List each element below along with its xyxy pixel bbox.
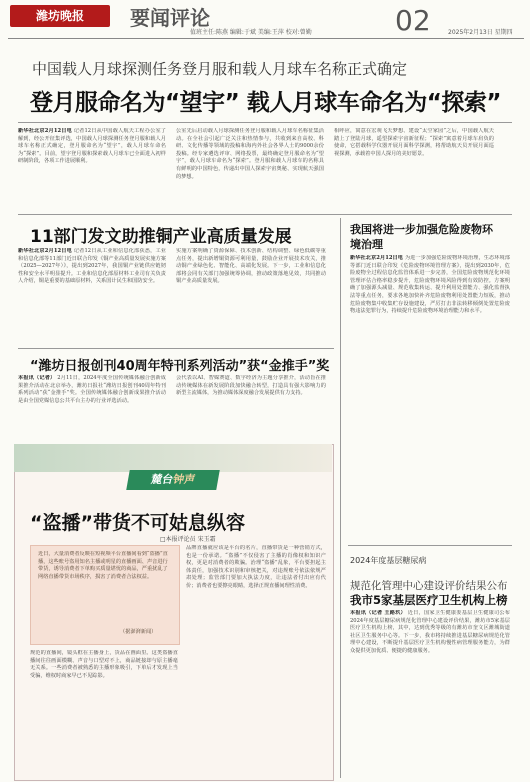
quote-source: （据澎湃新闻）: [120, 629, 157, 635]
commentary-column-logo: [126, 470, 220, 490]
diabetes-byline: 本报讯（记者 王路玖）: [350, 610, 406, 616]
diabetes-kicker: 规范化管理中心建设评价结果公布: [350, 580, 508, 592]
section-title: 要闻评论: [130, 6, 210, 30]
award-column-2: 会代表以AI、智媒赛道、数字经济为主题分享推介，活动旨在推动传统媒体在新发展阶段加快融合转型，打造具有强大影响力的新型主流媒体，为推动媒体深度融合发展提供有力支持。: [176, 375, 326, 397]
award-byline: 本报讯（记者）: [18, 375, 56, 381]
lead-column-1: [18, 128, 166, 210]
commentary-author: □本报评论员 宋玉霜: [160, 536, 216, 543]
issue-date: 2025年2月13日 星期四: [448, 29, 513, 36]
section-divider: [18, 214, 512, 215]
commentary-headline: “盗播”带货不可姑息纵容: [30, 512, 245, 534]
column-divider: [340, 218, 341, 778]
quote-text: 近日，大量消费者反映在短视频平台直播间看到“盗播”直播，这些账号盗用知名主播或明星的直播画面、声音进行带货，诱导消费者下单购买质量堪忧的商品，严重扰乱了网络直播带货市场秩序，损害了消费者合法权益。: [38, 551, 168, 580]
hazardous-headline: 我国将进一步加强危险废物环境治理: [350, 223, 493, 251]
page-number: 02: [395, 4, 431, 37]
story-byline: 新华社北京2月12日电: [18, 248, 72, 254]
story-text-1: 记者12日从工业和信息化部获悉，工业和信息化部等11部门近日联合印发《铜产业高质量发展实施方案（2025—2027年）》，提出到2027年，我国铜产业链供应链韧性和安全水平明显提升。工业和信息化部原材料工业司有关负责人介绍，铜是重要的基础原材料，关系国计民生和国防安全。: [18, 248, 166, 285]
page-header: [0, 0, 530, 40]
story-divider: [18, 348, 334, 349]
lead-text-1: 记者12日从中国载人航天工程办公室了解到，经公开征集评选，中国载人月球探测任务登月服和载人月球车名称正式确定，登月服命名为“望宇”，载人月球车命名为“探索”。目前，望宇登月服和探索载人月球车已全面进入初样研制阶段，各项工作进展顺利。: [18, 128, 166, 165]
hazardous-text: 为进一步加强危险废物环境治理，生态环境部等部门近日联合印发《危险废物环境管理方案》，提出到2030年，危险废物全过程信息化监管体系进一步完善，全国危险废物规范化环境管理评估合格率稳步提升，危险废物环境风险得到有效防控。方案明确了加强源头减量、规范收集转运、提升利用处置能力、强化监督执法等重点任务，要求各地加快补齐危险废物利用处置能力短板，推动危险废物集中收集贮存设施建设，严厉打击非法转移倾倒处置危险废物违法犯罪行为，持续提升危险废物环境治理能力和水平。: [350, 255, 510, 315]
editor-credits: 值班主任:陈燕 编辑:于斌 美编:王萍 校对:曾勤: [190, 29, 312, 36]
lead-kicker: 中国载人月球探测任务登月服和载人月球车名称正式确定: [32, 60, 408, 78]
story-column-2: 实施方案明确了资源保障、技术创新、结构调整、绿色低碳等重点任务，提出新增铜资源可利用量，鼓励企业开展技术攻关，推动铜产业绿色化、智能化、高端化发展。下一步，工业和信息化部将会同有关部门加强统筹协调，推动政策落地见效，共同推动铜产业高质量发展。: [176, 248, 326, 285]
lead-divider: [18, 122, 512, 123]
diabetes-topline: 2024年度基层糖尿病: [350, 556, 427, 565]
newspaper-logo: 潍坊晚报: [10, 5, 110, 27]
lead-byline: 新华社北京2月12日电: [18, 128, 72, 134]
award-text-1: 2月11日，2024年度全国传统媒体融合创新成果推介活动在北京举办，潍坊日报社“潍坊日报创刊40周年特刊系列活动”获“金推手”奖。全国传统媒体融合创新成果推介活动是由全国党媒信息公共平台主办的行业评选活动。: [18, 375, 166, 404]
commentary-column-1: 规范的直播间，镜头框在主播身上，货品在画面里。这类盗播直播间往往画面模糊、声音与口型对不上，商品链接却与原主播毫无关系。一些消费者被熟悉的主播形象吸引，下单后才发现上当受骗，维权时商家早已不见踪影。: [30, 650, 178, 679]
right-divider: [348, 545, 512, 546]
diabetes-text: 近日，国家卫生健康委基层卫生健康司公布2024年度基层糖尿病规范化管理中心建设评价结果，潍坊市5家基层医疗卫生机构上榜，其中，达到优秀等级的有潍坊市奎文区潍城街道社区卫生服务中心等。下一步，我市将持续推进基层糖尿病规范化管理中心建设，不断提升基层医疗卫生机构慢性病管理服务能力，为群众提供更加优质、便捷的健康服务。: [350, 610, 510, 654]
story-headline: 11部门发文助推铜产业高质量发展: [30, 227, 292, 247]
commentary-banner: [14, 444, 332, 472]
header-divider: [8, 38, 524, 39]
story-column-1: [18, 248, 166, 343]
column-logo-text-a: 麓台: [149, 473, 175, 486]
hazardous-body: [350, 255, 510, 540]
commentary-column-2: 品牌直播就应该是平台的名片，直播带货是一种营销方式，也是一份承诺。“盗播”不仅侵害了主播的肖像权和知识产权，更是对消费者的欺骗。治理“盗播”乱象，平台要担起主体责任，加强技术识别和审核把关，对违规账号依法依规严肃处理；监管部门要加大执法力度，让违法者付出应有代价；消费者也要擦亮眼睛，选择正规直播间理性消费。: [186, 545, 326, 589]
diabetes-headline: 我市5家基层医疗卫生机构上榜: [350, 593, 508, 607]
diabetes-body: [350, 610, 510, 778]
column-logo-text-b: 钟声: [171, 473, 197, 486]
award-headline: “潍坊日报创刊40周年特刊系列活动”获“金推手”奖: [30, 359, 330, 374]
lead-headline: 登月服命名为“望宇” 载人月球车命名为“探索”: [30, 90, 501, 116]
hazardous-byline: 新华社北京2月12日电: [350, 255, 404, 261]
lead-column-3: 相呼应，寓意在宏观飞天梦想、建设“太空家园”之后，中国载人航天踏上了登陆月球，遥望探索宇宙新征程；“探索”寓意着月球车肩负的使命，它搭载科学仪器开展月面科学探测，将帮助航天员开展月面巡视探测，承载着中国人探月的美好愿景。: [334, 128, 494, 157]
lead-column-2: 公室先后启动载人月球探测任务登月服和载人月球车名称征集活动。在全社会引起广泛关注和热情参与，共收到来自高校、科研、文化传播等领域的投稿和海内外社会各界人士的9000余份投稿。经专家遴选评审、网络投票，最终确定登月服命名为“望宇”，载人月球车命名为“探索”。登月服和载人月球车的名称具有鲜明的中国特色，传递出中国人探索宇宙奥秘、实现航天强国的梦想。: [176, 128, 324, 180]
award-column-1: [18, 375, 166, 435]
